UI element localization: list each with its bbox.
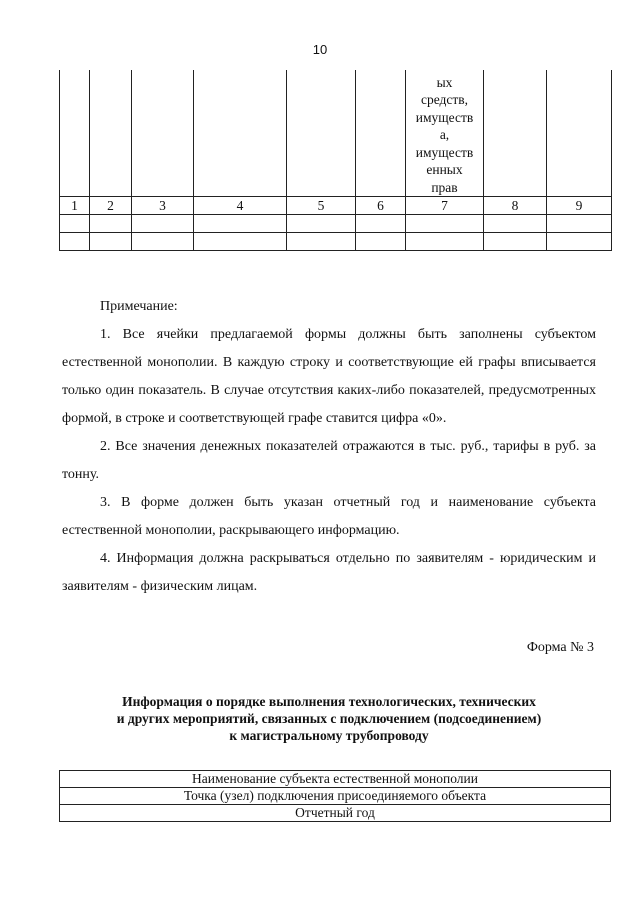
header-cell	[90, 70, 132, 197]
column-number: 2	[90, 197, 132, 215]
form-title	[62, 693, 596, 744]
table-cell: Наименование субъекта естественной монополии	[60, 771, 611, 788]
header-line: прав	[431, 179, 458, 195]
table-cell: Отчетный год	[60, 805, 611, 822]
header-cell	[60, 70, 90, 197]
column-number: 1	[60, 197, 90, 215]
column-number-row	[60, 197, 612, 215]
form-label: Форма № 3	[526, 640, 594, 655]
header-cell-col7	[406, 70, 484, 197]
form-title-line: и других мероприятий, связанных с подключением (подсоединением)	[116, 711, 542, 726]
continuation-table	[59, 70, 612, 251]
header-line: средств,	[420, 92, 469, 107]
form-title-line: к магистральному трубопроводу	[229, 728, 429, 743]
notes-section	[62, 293, 596, 601]
header-cell	[132, 70, 194, 197]
header-cell	[287, 70, 356, 197]
notes-heading: Примечание:	[100, 299, 178, 314]
header-cell	[356, 70, 406, 197]
header-line: ых	[436, 74, 453, 90]
note-item: 2. Все значения денежных показателей отражаются в тыс. руб., тарифы в руб. за тонну.	[62, 439, 596, 482]
table-cell: Точка (узел) подключения присоединяемого объекта	[60, 788, 611, 805]
column-number: 8	[484, 197, 547, 215]
page-number: 10	[312, 42, 328, 57]
header-cell	[484, 70, 547, 197]
header-line: енных	[426, 162, 463, 177]
table-row	[60, 805, 611, 822]
column-number: 7	[406, 197, 484, 215]
table-row	[60, 215, 612, 233]
column-number: 6	[356, 197, 406, 215]
table-row	[60, 771, 611, 788]
form-info-table	[59, 770, 611, 822]
table-header-fragment-row	[60, 70, 612, 197]
header-line: имуществ	[415, 144, 474, 160]
table-row	[60, 788, 611, 805]
column-number: 4	[194, 197, 287, 215]
column-number: 9	[547, 197, 612, 215]
header-cell	[194, 70, 287, 197]
header-line: имуществ	[415, 109, 474, 125]
header-cell	[547, 70, 612, 197]
column-number: 5	[287, 197, 356, 215]
table-row	[60, 233, 612, 251]
form-title-line: Информация о порядке выполнения технологических, технических	[122, 694, 536, 709]
header-line: а,	[439, 127, 450, 142]
note-item: 4. Информация должна раскрываться отдельно по заявителям - юридическим и заявителям - физическим лицам.	[62, 551, 596, 594]
column-number: 3	[132, 197, 194, 215]
note-item: 1. Все ячейки предлагаемой формы должны быть заполнены субъектом естественной монополии. В каждую строку и соответствующие ей графы вписывается только один показатель. В случае отсутствия каких-либо показателей, предусмотренных формой, в строке и соответствующей графе ставится цифра «0».	[62, 327, 596, 426]
note-item: 3. В форме должен быть указан отчетный год и наименование субъекта естественной монополии, раскрывающего информацию.	[62, 495, 596, 538]
